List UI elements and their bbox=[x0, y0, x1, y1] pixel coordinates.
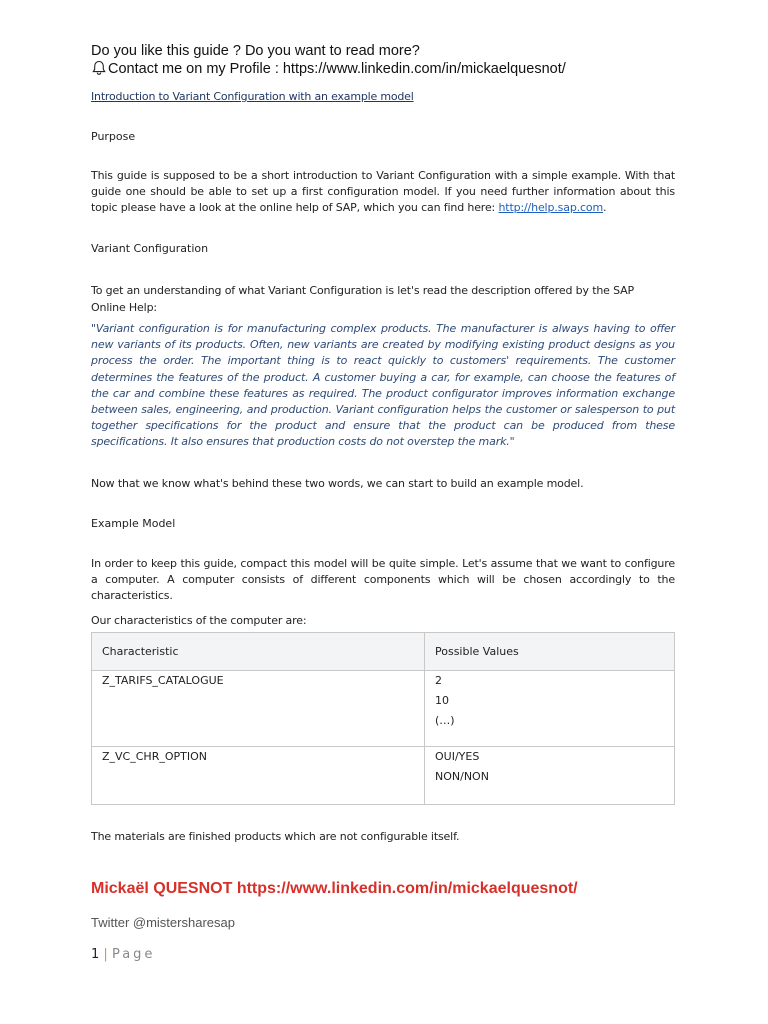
twitter-handle: Twitter @mistersharesap bbox=[91, 915, 235, 930]
table-header-characteristic: Characteristic bbox=[92, 633, 425, 671]
sap-help-link[interactable]: http://help.sap.com bbox=[498, 201, 604, 215]
table-header-values: Possible Values bbox=[425, 633, 675, 671]
characteristics-table bbox=[91, 632, 675, 805]
page-number-value: 1 bbox=[91, 947, 100, 962]
value-item: (…) bbox=[435, 714, 455, 727]
purpose-text-end: . bbox=[603, 201, 607, 215]
table-header-row bbox=[92, 633, 675, 671]
vc-lead-line2: Online Help: bbox=[91, 301, 157, 314]
table-intro: Our characteristics of the computer are: bbox=[91, 614, 307, 627]
materials-note: The materials are finished products which are not configurable itself. bbox=[91, 830, 460, 843]
table-row bbox=[92, 747, 675, 805]
bell-icon bbox=[91, 60, 107, 76]
table-cell-characteristic: Z_VC_CHR_OPTION bbox=[92, 747, 425, 805]
purpose-paragraph bbox=[91, 168, 675, 217]
purpose-heading: Purpose bbox=[91, 130, 136, 143]
author-linkedin[interactable]: Mickaël QUESNOT https://www.linkedin.com/in/mickaelquesnot/ bbox=[91, 880, 578, 897]
vc-lead-line1: To get an understanding of what Variant Configuration is let's read the description offered by the SAP bbox=[91, 284, 635, 297]
value-item: OUI/YES bbox=[435, 750, 480, 763]
page-word: Page bbox=[111, 947, 156, 962]
sap-quote: "Variant configuration is for manufacturing complex products. The manufacturer is always having to offer new variants of its products. Often, new variants are created by modifying existing product designs as you process the order. The important thing is to react quickly to customers' requirements. The customer determines the features of the product. A customer buying a car, for example, can choose the features of the car and combine these features as required. The product configurator improves information exchange between sales, engineering, and production. Variant configuration helps the customer or salesperson to put together specifications for the product and ensure that the product can be produced from these specifications. It also ensures that production costs do not overstep the mark." bbox=[91, 322, 675, 449]
value-item: 10 bbox=[435, 694, 449, 707]
purpose-text: This guide is supposed to be a short introduction to Variant Configuration with a simple example. With that guide one should be able to set up a first configuration model. If you need further information about this topic please have a look at the online help of SAP, which you can find here: bbox=[91, 169, 675, 215]
vc-followup: Now that we know what's behind these two words, we can start to build an example model. bbox=[91, 477, 584, 490]
value-item: 2 bbox=[435, 674, 442, 687]
variant-configuration-heading: Variant Configuration bbox=[91, 242, 209, 255]
value-item: NON/NON bbox=[435, 770, 489, 783]
table-cell-values bbox=[425, 747, 675, 805]
page-number bbox=[91, 947, 155, 962]
table-cell-characteristic: Z_TARIFS_CATALOGUE bbox=[92, 671, 425, 747]
table-cell-values bbox=[425, 671, 675, 747]
header-contact-text: Contact me on my Profile : https://www.linkedin.com/in/mickaelquesnot/ bbox=[108, 61, 566, 77]
header-question: Do you like this guide ? Do you want to read more? bbox=[91, 43, 420, 59]
intro-title-link[interactable]: Introduction to Variant Configuration with an example model bbox=[91, 90, 414, 103]
page-separator: | bbox=[103, 947, 108, 962]
header-contact bbox=[91, 60, 566, 78]
example-model-paragraph: In order to keep this guide, compact this model will be quite simple. Let's assume that we want to configure a computer. A computer consists of different components which will be chosen accordingly to the characteristics. bbox=[91, 557, 675, 603]
table-row bbox=[92, 671, 675, 747]
example-model-heading: Example Model bbox=[91, 517, 176, 530]
